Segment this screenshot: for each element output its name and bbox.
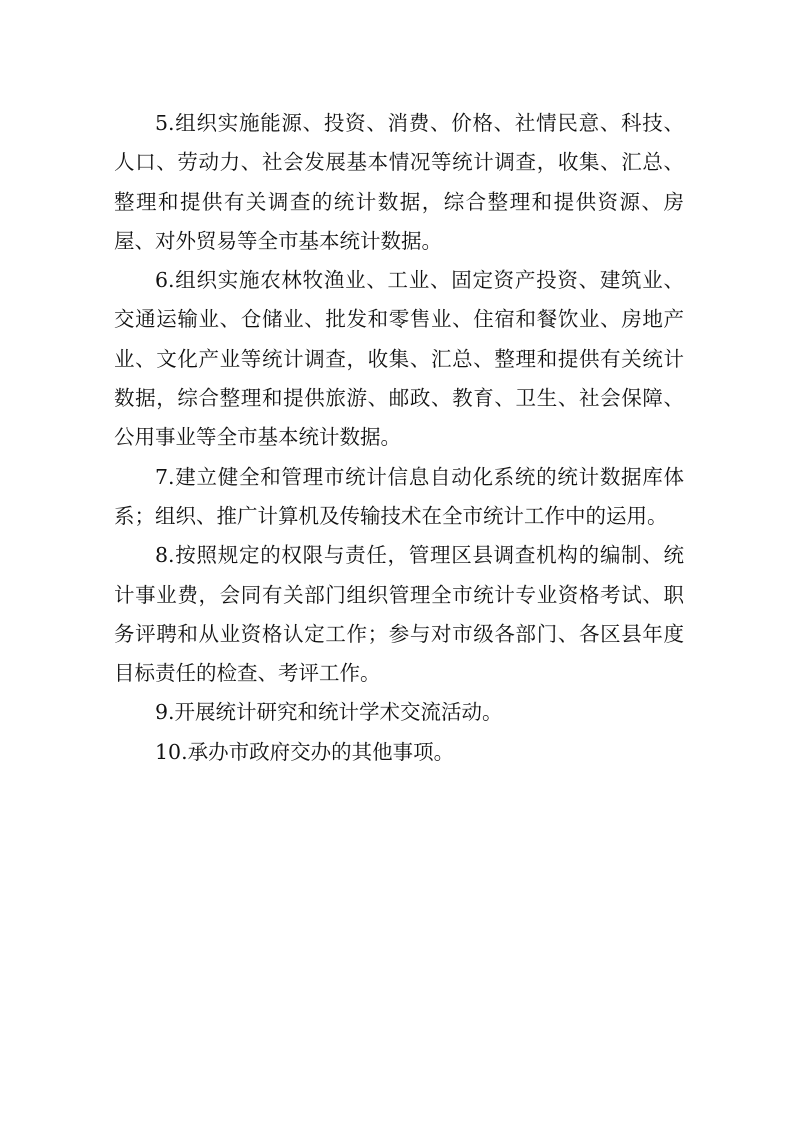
document-body (114, 104, 684, 772)
paragraph-item-10: 10.承办市政府交办的其他事项。 (155, 739, 455, 764)
paragraph-item-6: 6.组织实施农林牧渔业、工业、固定资产投资、建筑业、交通运输业、仓储业、批发和零售业、住宿和餐饮业、房地产业、文化产业等统计调查，收集、汇总、整理和提供有关统计数据，综合整理和提供旅游、邮政、教育、卫生、社会保障、公用事业等全市基本统计数据。 (114, 268, 684, 450)
paragraph-item-8: 8.按照规定的权限与责任，管理区县调查机构的编制、统计事业费，会同有关部门组织管理全市统计专业资格考试、职务评聘和从业资格认定工作；参与对市级各部门、各区县年度目标责任的检查、考评工作。 (114, 543, 684, 686)
paragraph-item-5: 5.组织实施能源、投资、消费、价格、社情民意、科技、人口、劳动力、社会发展基本情况等统计调查，收集、汇总、整理和提供有关调查的统计数据，综合整理和提供资源、房屋、对外贸易等全市基本统计数据。 (114, 111, 684, 253)
paragraph-item-7: 7.建立健全和管理市统计信息自动化系统的统计数据库体系；组织、推广计算机及传输技术在全市统计工作中的运用。 (114, 464, 684, 528)
paragraph-item-9: 9.开展统计研究和统计学术交流活动。 (155, 700, 503, 725)
